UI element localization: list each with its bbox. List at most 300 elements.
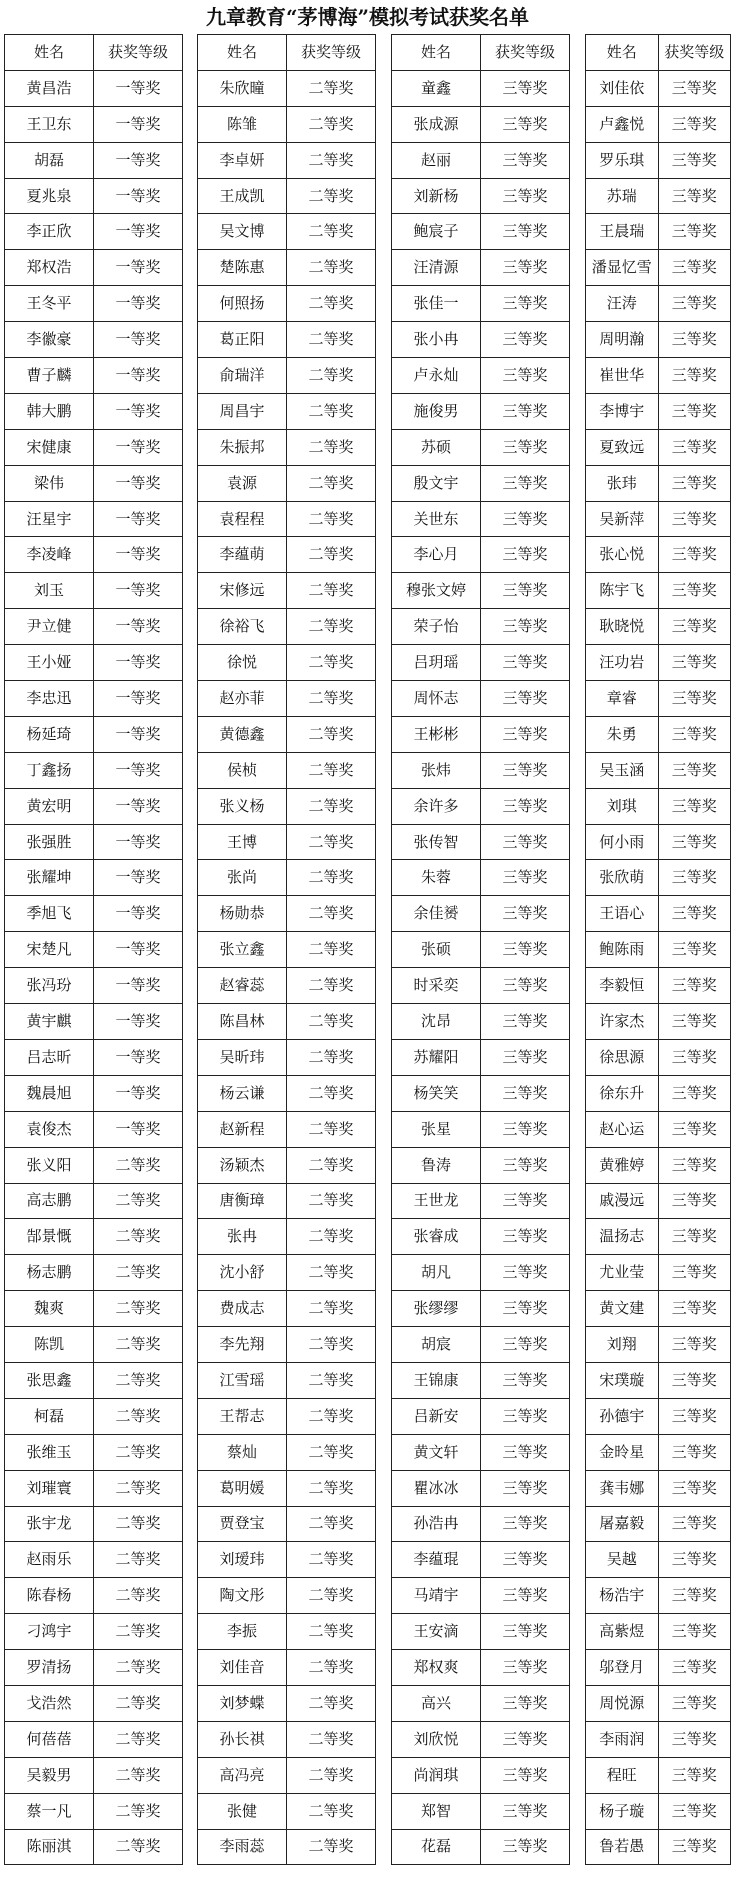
student-name: 马靖宇 <box>392 1578 481 1614</box>
award-level: 一等奖 <box>94 932 183 968</box>
student-name: 黄昌浩 <box>5 70 94 106</box>
student-name: 黄文轩 <box>392 1434 481 1470</box>
award-level: 三等奖 <box>658 537 731 573</box>
student-name: 罗乐琪 <box>586 142 659 178</box>
award-level: 一等奖 <box>94 896 183 932</box>
award-level: 三等奖 <box>481 716 570 752</box>
award-level: 三等奖 <box>481 932 570 968</box>
award-level: 一等奖 <box>94 286 183 322</box>
column-header-name: 姓名 <box>5 35 94 71</box>
award-level: 三等奖 <box>658 501 731 537</box>
student-name: 李忠迅 <box>5 681 94 717</box>
table-row <box>392 501 570 537</box>
table-row <box>5 537 183 573</box>
student-name: 汪清源 <box>392 250 481 286</box>
table-row <box>392 1398 570 1434</box>
table-row <box>392 1362 570 1398</box>
student-name: 童鑫 <box>392 70 481 106</box>
table-row <box>392 358 570 394</box>
student-name: 高志鹏 <box>5 1183 94 1219</box>
table-row <box>198 1111 376 1147</box>
student-name: 张维玉 <box>5 1434 94 1470</box>
table-row <box>198 1650 376 1686</box>
student-name: 尹立健 <box>5 609 94 645</box>
student-name: 朱振邦 <box>198 429 287 465</box>
table-row <box>5 178 183 214</box>
award-level: 三等奖 <box>481 286 570 322</box>
table-row <box>586 286 731 322</box>
award-tables <box>4 34 731 1876</box>
table-header-row <box>198 35 376 71</box>
table-row <box>392 1075 570 1111</box>
award-level: 二等奖 <box>287 609 376 645</box>
table-row <box>198 1362 376 1398</box>
student-name: 李雨润 <box>586 1721 659 1757</box>
table-row <box>5 716 183 752</box>
award-level: 三等奖 <box>658 393 731 429</box>
award-level: 三等奖 <box>658 1004 731 1040</box>
table-row <box>5 501 183 537</box>
student-name: 黄雅婷 <box>586 1147 659 1183</box>
award-level: 二等奖 <box>287 1470 376 1506</box>
award-level: 二等奖 <box>287 1291 376 1327</box>
student-name: 陈丽淇 <box>5 1829 94 1865</box>
table-row <box>392 1829 570 1865</box>
award-level: 三等奖 <box>658 1398 731 1434</box>
table-row <box>198 1470 376 1506</box>
award-level: 三等奖 <box>658 716 731 752</box>
award-level: 二等奖 <box>287 429 376 465</box>
award-level: 二等奖 <box>94 1542 183 1578</box>
award-level: 三等奖 <box>481 824 570 860</box>
student-name: 袁源 <box>198 465 287 501</box>
student-name: 尤业莹 <box>586 1255 659 1291</box>
table-row <box>586 1219 731 1255</box>
table-row <box>392 465 570 501</box>
student-name: 黄德鑫 <box>198 716 287 752</box>
table-row <box>586 681 731 717</box>
award-level: 三等奖 <box>658 573 731 609</box>
student-name: 刘欣悦 <box>392 1721 481 1757</box>
table-row <box>392 1147 570 1183</box>
award-level: 三等奖 <box>658 788 731 824</box>
student-name: 吴玉涵 <box>586 752 659 788</box>
award-level: 三等奖 <box>658 286 731 322</box>
table-row <box>392 286 570 322</box>
table-row <box>5 70 183 106</box>
student-name: 赵亦菲 <box>198 681 287 717</box>
table-row <box>5 609 183 645</box>
student-name: 王帮志 <box>198 1398 287 1434</box>
award-level: 三等奖 <box>481 645 570 681</box>
award-level: 三等奖 <box>658 1291 731 1327</box>
student-name: 陶文彤 <box>198 1578 287 1614</box>
student-name: 张思鑫 <box>5 1362 94 1398</box>
award-level: 二等奖 <box>94 1721 183 1757</box>
table-row <box>586 358 731 394</box>
award-level: 二等奖 <box>287 1075 376 1111</box>
table-row <box>198 1685 376 1721</box>
table-row <box>198 1578 376 1614</box>
table-row <box>5 106 183 142</box>
award-level: 二等奖 <box>287 1111 376 1147</box>
table-row <box>5 681 183 717</box>
student-name: 蔡一凡 <box>5 1793 94 1829</box>
table-row <box>586 1004 731 1040</box>
table-row <box>5 142 183 178</box>
award-level: 三等奖 <box>481 1327 570 1363</box>
student-name: 王成凯 <box>198 178 287 214</box>
table-row <box>392 1327 570 1363</box>
table-row <box>392 645 570 681</box>
award-level: 二等奖 <box>287 1793 376 1829</box>
table-row <box>5 1004 183 1040</box>
table-row <box>392 1721 570 1757</box>
student-name: 王博 <box>198 824 287 860</box>
table-row <box>5 1039 183 1075</box>
table-row <box>392 322 570 358</box>
student-name: 殷文宇 <box>392 465 481 501</box>
table-row <box>392 896 570 932</box>
student-name: 尚润琪 <box>392 1757 481 1793</box>
award-level: 二等奖 <box>287 860 376 896</box>
table-row <box>5 1111 183 1147</box>
award-level: 二等奖 <box>287 1506 376 1542</box>
award-level: 二等奖 <box>287 1542 376 1578</box>
student-name: 苏瑞 <box>586 178 659 214</box>
table-row <box>392 537 570 573</box>
student-name: 夏兆泉 <box>5 178 94 214</box>
award-level: 三等奖 <box>481 752 570 788</box>
award-level: 三等奖 <box>481 681 570 717</box>
award-level: 三等奖 <box>658 1362 731 1398</box>
student-name: 王锦康 <box>392 1362 481 1398</box>
table-row <box>5 393 183 429</box>
student-name: 李博宇 <box>586 393 659 429</box>
award-level: 二等奖 <box>94 1829 183 1865</box>
table-row <box>5 214 183 250</box>
table-row <box>198 1147 376 1183</box>
award-level: 三等奖 <box>658 1075 731 1111</box>
table-row <box>586 1362 731 1398</box>
student-name: 孙长祺 <box>198 1721 287 1757</box>
award-level: 三等奖 <box>658 1434 731 1470</box>
student-name: 张星 <box>392 1111 481 1147</box>
table-row <box>586 1039 731 1075</box>
award-level: 二等奖 <box>287 1829 376 1865</box>
student-name: 鲍宸子 <box>392 214 481 250</box>
student-name: 杨子璇 <box>586 1793 659 1829</box>
table-row <box>586 1111 731 1147</box>
award-level: 二等奖 <box>287 1757 376 1793</box>
award-level: 三等奖 <box>481 1398 570 1434</box>
student-name: 李毅恒 <box>586 968 659 1004</box>
table-row <box>198 1793 376 1829</box>
award-level: 三等奖 <box>481 1650 570 1686</box>
student-name: 韩大鹏 <box>5 393 94 429</box>
student-name: 蔡灿 <box>198 1434 287 1470</box>
table-row <box>198 932 376 968</box>
table-row <box>198 1255 376 1291</box>
table-row <box>5 1183 183 1219</box>
student-name: 江雪瑶 <box>198 1362 287 1398</box>
student-name: 吕志昕 <box>5 1039 94 1075</box>
table-row <box>392 250 570 286</box>
table-row <box>586 70 731 106</box>
award-level: 三等奖 <box>481 322 570 358</box>
award-level: 一等奖 <box>94 537 183 573</box>
student-name: 王彬彬 <box>392 716 481 752</box>
table-row <box>586 1578 731 1614</box>
student-name: 王卫东 <box>5 106 94 142</box>
table-header-row <box>586 35 731 71</box>
table-row <box>586 1614 731 1650</box>
student-name: 陈昌林 <box>198 1004 287 1040</box>
table-row <box>198 322 376 358</box>
student-name: 曹子麟 <box>5 358 94 394</box>
award-level: 二等奖 <box>94 1362 183 1398</box>
award-level: 三等奖 <box>481 1793 570 1829</box>
student-name: 王世龙 <box>392 1183 481 1219</box>
award-level: 二等奖 <box>287 250 376 286</box>
table-row <box>5 932 183 968</box>
table-row <box>198 393 376 429</box>
award-level: 二等奖 <box>287 501 376 537</box>
table-row <box>198 214 376 250</box>
student-name: 施俊男 <box>392 393 481 429</box>
award-level: 二等奖 <box>287 214 376 250</box>
award-level: 一等奖 <box>94 429 183 465</box>
table-row <box>198 1614 376 1650</box>
award-level: 三等奖 <box>658 465 731 501</box>
student-name: 张义杨 <box>198 788 287 824</box>
award-level: 一等奖 <box>94 465 183 501</box>
student-name: 刘瑷玮 <box>198 1542 287 1578</box>
award-table-block-2 <box>197 34 376 1865</box>
student-name: 沈昂 <box>392 1004 481 1040</box>
student-name: 赵新程 <box>198 1111 287 1147</box>
table-row <box>586 1721 731 1757</box>
award-level: 三等奖 <box>481 142 570 178</box>
award-level: 三等奖 <box>658 1506 731 1542</box>
table-row <box>586 1291 731 1327</box>
award-level: 二等奖 <box>94 1578 183 1614</box>
table-row <box>198 250 376 286</box>
student-name: 李雨蕊 <box>198 1829 287 1865</box>
award-level: 二等奖 <box>287 681 376 717</box>
award-level: 一等奖 <box>94 178 183 214</box>
column-header-name: 姓名 <box>586 35 659 71</box>
student-name: 高冯亮 <box>198 1757 287 1793</box>
award-level: 二等奖 <box>287 716 376 752</box>
student-name: 卢永灿 <box>392 358 481 394</box>
student-name: 张缪缪 <box>392 1291 481 1327</box>
student-name: 楚陈惠 <box>198 250 287 286</box>
award-level: 三等奖 <box>658 1147 731 1183</box>
award-level: 二等奖 <box>287 1362 376 1398</box>
award-level: 一等奖 <box>94 358 183 394</box>
student-name: 孙浩冉 <box>392 1506 481 1542</box>
table-row <box>5 358 183 394</box>
table-row <box>5 1506 183 1542</box>
student-name: 张耀坤 <box>5 860 94 896</box>
table-row <box>198 716 376 752</box>
table-row <box>392 1506 570 1542</box>
award-level: 二等奖 <box>94 1291 183 1327</box>
award-level: 二等奖 <box>287 1219 376 1255</box>
award-level: 三等奖 <box>481 501 570 537</box>
award-level: 二等奖 <box>94 1434 183 1470</box>
table-row <box>392 1614 570 1650</box>
student-name: 张尚 <box>198 860 287 896</box>
table-row <box>5 1255 183 1291</box>
student-name: 刘璀寰 <box>5 1470 94 1506</box>
student-name: 吴毅男 <box>5 1757 94 1793</box>
table-row <box>586 645 731 681</box>
table-row <box>586 142 731 178</box>
table-row <box>5 1757 183 1793</box>
table-row <box>5 573 183 609</box>
table-row <box>5 286 183 322</box>
award-level: 二等奖 <box>94 1183 183 1219</box>
table-row <box>5 788 183 824</box>
student-name: 黄宏明 <box>5 788 94 824</box>
award-level: 二等奖 <box>287 752 376 788</box>
award-level: 三等奖 <box>658 214 731 250</box>
award-level: 三等奖 <box>481 70 570 106</box>
award-level: 二等奖 <box>287 393 376 429</box>
table-row <box>586 932 731 968</box>
student-name: 汪功岩 <box>586 645 659 681</box>
table-row <box>198 1219 376 1255</box>
student-name: 徐东升 <box>586 1075 659 1111</box>
student-name: 屠嘉毅 <box>586 1506 659 1542</box>
award-level: 三等奖 <box>658 1470 731 1506</box>
award-level: 二等奖 <box>287 1327 376 1363</box>
student-name: 俞瑞洋 <box>198 358 287 394</box>
table-row <box>586 322 731 358</box>
award-level: 三等奖 <box>481 1542 570 1578</box>
award-level: 一等奖 <box>94 681 183 717</box>
student-name: 张心悦 <box>586 537 659 573</box>
table-row <box>392 1039 570 1075</box>
award-level: 一等奖 <box>94 393 183 429</box>
table-row <box>198 1183 376 1219</box>
table-row <box>586 393 731 429</box>
award-level: 一等奖 <box>94 1111 183 1147</box>
student-name: 杨勋恭 <box>198 896 287 932</box>
award-level: 二等奖 <box>287 932 376 968</box>
table-row <box>198 142 376 178</box>
student-name: 宋健康 <box>5 429 94 465</box>
table-row <box>392 1111 570 1147</box>
table-row <box>5 645 183 681</box>
award-level: 二等奖 <box>287 824 376 860</box>
award-level: 二等奖 <box>287 286 376 322</box>
table-row <box>198 1004 376 1040</box>
award-level: 三等奖 <box>481 250 570 286</box>
student-name: 卢鑫悦 <box>586 106 659 142</box>
table-row <box>5 1219 183 1255</box>
student-name: 金昤星 <box>586 1434 659 1470</box>
table-row <box>392 178 570 214</box>
table-row <box>586 214 731 250</box>
student-name: 袁俊杰 <box>5 1111 94 1147</box>
award-level: 一等奖 <box>94 716 183 752</box>
table-row <box>392 1291 570 1327</box>
award-level: 三等奖 <box>658 1721 731 1757</box>
table-row <box>586 250 731 286</box>
table-row <box>5 1075 183 1111</box>
student-name: 宋楚凡 <box>5 932 94 968</box>
student-name: 王小娅 <box>5 645 94 681</box>
award-level: 三等奖 <box>658 142 731 178</box>
student-name: 李先翔 <box>198 1327 287 1363</box>
table-row <box>586 1327 731 1363</box>
student-name: 荣子怡 <box>392 609 481 645</box>
award-level: 三等奖 <box>658 1327 731 1363</box>
student-name: 苏耀阳 <box>392 1039 481 1075</box>
student-name: 高兴 <box>392 1685 481 1721</box>
student-name: 朱欣曈 <box>198 70 287 106</box>
award-level: 三等奖 <box>658 824 731 860</box>
award-level: 二等奖 <box>287 1578 376 1614</box>
table-row <box>586 824 731 860</box>
table-row <box>5 465 183 501</box>
table-row <box>392 1650 570 1686</box>
table-row <box>586 501 731 537</box>
table-row <box>392 573 570 609</box>
student-name: 袁程程 <box>198 501 287 537</box>
award-level: 三等奖 <box>658 932 731 968</box>
table-row <box>198 1757 376 1793</box>
table-row <box>392 1578 570 1614</box>
student-name: 梁伟 <box>5 465 94 501</box>
award-level: 二等奖 <box>94 1147 183 1183</box>
award-level: 三等奖 <box>481 968 570 1004</box>
award-level: 二等奖 <box>287 968 376 1004</box>
student-name: 费成志 <box>198 1291 287 1327</box>
table-row <box>392 860 570 896</box>
award-level: 二等奖 <box>287 465 376 501</box>
award-level: 三等奖 <box>658 1039 731 1075</box>
student-name: 沈小舒 <box>198 1255 287 1291</box>
award-level: 三等奖 <box>658 178 731 214</box>
award-level: 二等奖 <box>287 788 376 824</box>
table-row <box>392 1542 570 1578</box>
student-name: 李正欣 <box>5 214 94 250</box>
table-row <box>5 250 183 286</box>
student-name: 高紫煜 <box>586 1614 659 1650</box>
table-row <box>198 824 376 860</box>
award-level: 二等奖 <box>287 1398 376 1434</box>
student-name: 吴越 <box>586 1542 659 1578</box>
student-name: 郑权浩 <box>5 250 94 286</box>
table-row <box>198 178 376 214</box>
student-name: 章睿 <box>586 681 659 717</box>
award-level: 一等奖 <box>94 752 183 788</box>
student-name: 张宇龙 <box>5 1506 94 1542</box>
award-level: 三等奖 <box>481 1614 570 1650</box>
table-row <box>392 968 570 1004</box>
table-row <box>5 1721 183 1757</box>
student-name: 张炜 <box>392 752 481 788</box>
award-table-block-3 <box>391 34 570 1865</box>
student-name: 龚韦娜 <box>586 1470 659 1506</box>
award-level: 一等奖 <box>94 322 183 358</box>
table-row <box>586 1470 731 1506</box>
award-table-block-1 <box>4 34 183 1865</box>
